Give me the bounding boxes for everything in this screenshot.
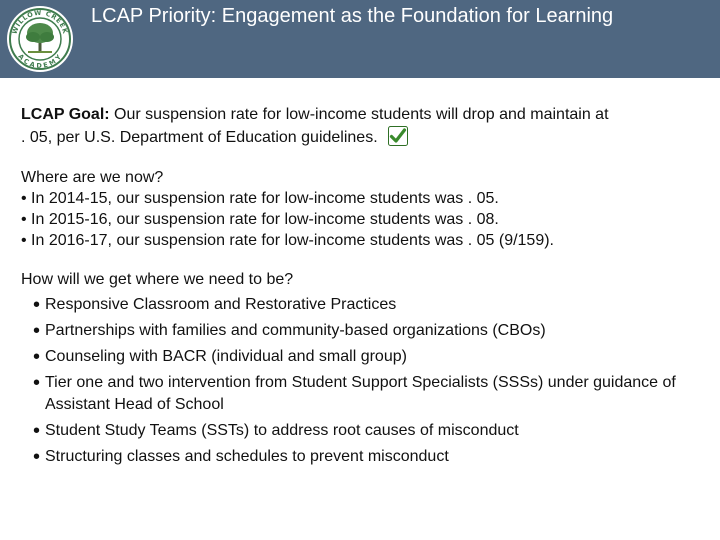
strategy-list [21,292,701,470]
goal-text-line1: Our suspension rate for low-income students will drop and maintain at [109,106,609,123]
slide-title: LCAP Priority: Engagement as the Foundation for Learning [91,5,614,27]
lcap-goal [21,104,701,149]
bullet: • [33,420,41,442]
checkmark-icon [388,126,408,146]
bullet: • [33,294,41,316]
logo-bottom-text: ACADEMY [16,52,64,70]
list-item: • Responsive Classroom and Restorative Practices [33,294,397,316]
status-item: • In 2015-16, our suspension rate for low-income students was . 08. [21,211,499,228]
current-status-section [21,167,701,251]
status-item: • In 2014-15, our suspension rate for low-income students was . 05. [21,190,499,207]
status-item: • In 2016-17, our suspension rate for low-income students was . 05 (9/159). [21,232,554,249]
list-item: • Student Study Teams (SSTs) to address root causes of misconduct [33,420,519,442]
status-heading: Where are we now? [21,169,164,186]
school-seal-logo [6,5,74,73]
logo-top-text: WILLOW CREEK [10,8,70,36]
title-bar [0,0,720,78]
bullet: • [33,446,41,468]
plan-section [21,269,701,470]
list-item: • Partnerships with families and community-based organizations (CBOs) [33,320,546,342]
bullet: • [33,346,41,368]
bullet: • [33,320,41,342]
list-item: • Structuring classes and schedules to prevent misconduct [33,446,449,468]
slide-body [21,104,701,470]
plan-heading: How will we get where we need to be? [21,271,294,288]
list-item: • Tier one and two intervention from Student Support Specialists (SSSs) under guidance of Assistant Head of School [33,372,676,413]
list-item: • Counseling with BACR (individual and small group) [33,346,407,368]
goal-text-line2: . 05, per U.S. Department of Education guidelines. [21,129,378,146]
goal-label: LCAP Goal: [21,106,110,123]
bullet: • [33,372,41,394]
